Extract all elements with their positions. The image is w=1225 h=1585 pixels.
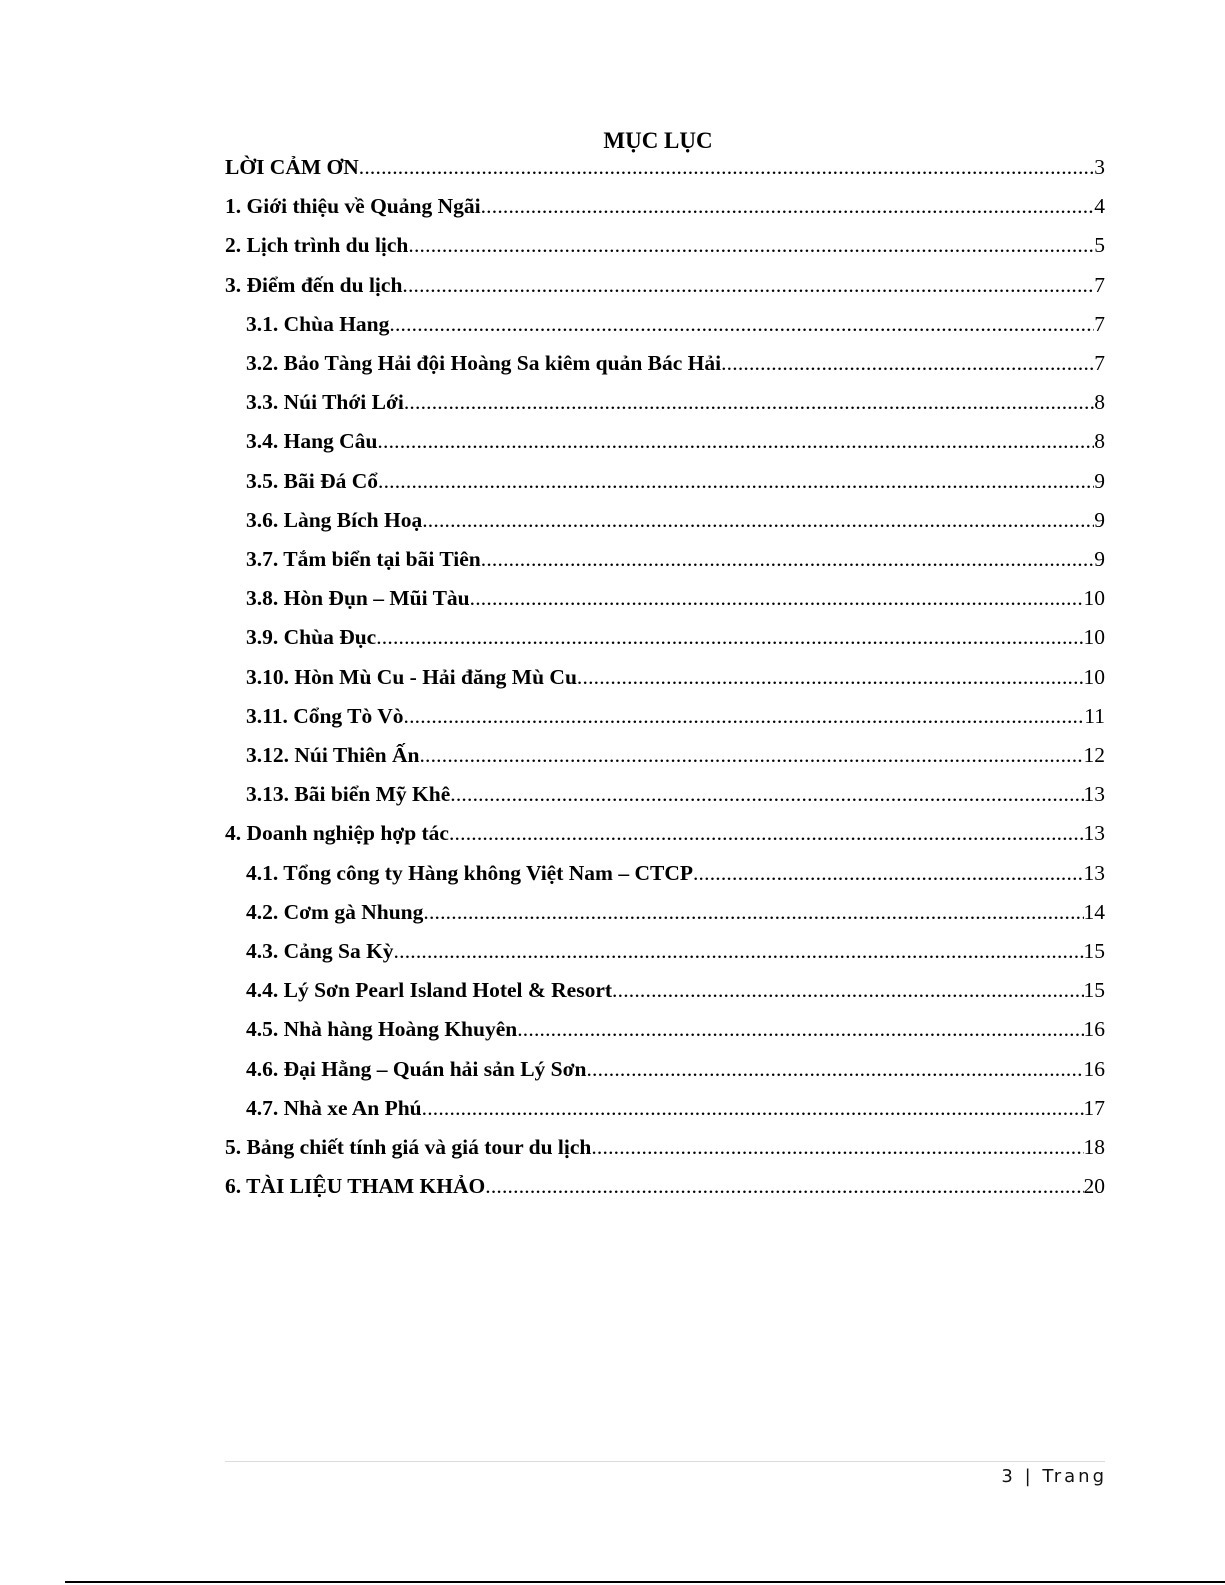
- footer-divider: [225, 1461, 1105, 1462]
- toc-entry-page: 9: [1094, 468, 1105, 493]
- toc-entry-page: 3: [1094, 155, 1105, 179]
- toc-entry[interactable]: [225, 152, 1105, 182]
- toc-entry-label: 5. Bảng chiết tính giá và giá tour du lịch: [225, 1135, 592, 1159]
- toc-entry[interactable]: [225, 1132, 1105, 1162]
- toc-entry-page: 9: [1094, 507, 1105, 532]
- toc-entry-page: 9: [1094, 547, 1105, 571]
- toc-dot-leader: [693, 858, 1084, 888]
- toc-entry[interactable]: [225, 426, 1105, 456]
- toc-dot-leader: [517, 1014, 1083, 1044]
- toc-entry[interactable]: [225, 505, 1105, 535]
- toc-entry[interactable]: [225, 466, 1105, 496]
- toc-dot-leader: [359, 152, 1094, 182]
- toc-entry[interactable]: [225, 270, 1105, 300]
- toc-entry[interactable]: [225, 701, 1105, 731]
- toc-entry-page: 15: [1083, 978, 1105, 1003]
- toc-entry-label: 4.5. Nhà hàng Hoàng Khuyên: [246, 1017, 518, 1042]
- toc-entry-label: 4.7. Nhà xe An Phú: [246, 1095, 422, 1120]
- toc-entry[interactable]: [225, 818, 1105, 848]
- toc-dot-leader: [394, 936, 1084, 966]
- toc-entry-label: 3.9. Chùa Đục: [246, 625, 377, 650]
- toc-entry-page: 7: [1094, 351, 1105, 375]
- toc-dot-leader: [485, 1171, 1083, 1201]
- toc-dot-leader: [577, 662, 1084, 692]
- toc-dot-leader: [450, 779, 1083, 809]
- toc-entry-label: 3.4. Hang Câu: [246, 429, 378, 454]
- toc-entry-label: LỜI CẢM ƠN: [225, 155, 359, 179]
- toc-entry-label: 3.1. Chùa Hang: [246, 311, 390, 336]
- toc-entry-label: 3.10. Hòn Mù Cu - Hải đăng Mù Cu: [246, 664, 577, 689]
- toc-dot-leader: [378, 466, 1094, 496]
- toc-entry[interactable]: [225, 622, 1105, 652]
- toc-dot-leader: [389, 309, 1094, 339]
- toc-entry[interactable]: [225, 1014, 1105, 1044]
- toc-entry-page: 7: [1094, 311, 1105, 336]
- toc-entry-label: 4.6. Đại Hằng – Quán hải sản Lý Sơn: [246, 1056, 587, 1081]
- toc-dot-leader: [481, 544, 1094, 574]
- toc-dot-leader: [591, 1132, 1083, 1162]
- toc-entry-page: 15: [1083, 939, 1105, 963]
- toc-entry-label: 3.2. Bảo Tàng Hải đội Hoàng Sa kiêm quản Bác Hải: [246, 351, 722, 375]
- toc-entry[interactable]: [225, 191, 1105, 221]
- toc-entry-label: 3.8. Hòn Đụn – Mũi Tàu: [246, 586, 470, 611]
- toc-entry[interactable]: [225, 1171, 1105, 1201]
- toc-entry-page: 18: [1083, 1135, 1105, 1159]
- toc-entry[interactable]: [225, 740, 1105, 770]
- toc-entry[interactable]: [225, 858, 1105, 888]
- toc-entry-label: 4.1. Tổng công ty Hàng không Việt Nam – CTCP: [246, 860, 693, 885]
- toc-entry[interactable]: [225, 1054, 1105, 1084]
- toc-dot-leader: [586, 1054, 1083, 1084]
- toc-entry-page: 17: [1083, 1095, 1105, 1120]
- toc-entry-page: 4: [1094, 194, 1105, 219]
- toc-dot-leader: [404, 387, 1094, 417]
- toc-entry-label: 2. Lịch trình du lịch: [225, 233, 409, 258]
- toc-dot-leader: [422, 505, 1094, 535]
- toc-entry[interactable]: [225, 544, 1105, 574]
- toc-entry-page: 16: [1083, 1017, 1105, 1042]
- toc-entry[interactable]: [225, 348, 1105, 378]
- toc-entry-label: 3.5. Bãi Đá Cổ: [246, 468, 378, 493]
- toc-entry[interactable]: [225, 230, 1105, 260]
- toc-entry-label: 4.4. Lý Sơn Pearl Island Hotel & Resort: [246, 978, 613, 1003]
- toc-dot-leader: [408, 230, 1094, 260]
- toc-entry-page: 11: [1084, 703, 1105, 728]
- toc-entry[interactable]: [225, 662, 1105, 692]
- toc-entry-label: 4. Doanh nghiệp hợp tác: [225, 821, 449, 846]
- toc-entry-label: 3.11. Cổng Tò Vò: [246, 703, 404, 728]
- toc-entry[interactable]: [225, 975, 1105, 1005]
- toc-entry-page: 10: [1083, 625, 1105, 650]
- toc-entry-label: 3.7. Tắm biển tại bãi Tiên: [246, 547, 481, 571]
- toc-dot-leader: [470, 583, 1084, 613]
- toc-dot-leader: [423, 897, 1083, 927]
- toc-entry-page: 14: [1083, 899, 1105, 924]
- toc-entry[interactable]: [225, 779, 1105, 809]
- toc-entry-page: 16: [1083, 1056, 1105, 1081]
- toc-entry[interactable]: [225, 897, 1105, 927]
- toc-entry-label: 4.2. Cơm gà Nhung: [246, 899, 424, 924]
- toc-entry-page: 8: [1094, 429, 1105, 454]
- toc-entry[interactable]: [225, 583, 1105, 613]
- toc-dot-leader: [449, 818, 1084, 848]
- toc-dot-leader: [404, 701, 1085, 731]
- toc-entry-label: 3. Điểm đến du lịch: [225, 272, 403, 297]
- page-bottom-edge: [65, 1581, 1225, 1583]
- page-title: MỤC LỤC: [603, 128, 713, 153]
- toc-entry-page: 7: [1094, 272, 1105, 297]
- toc-entry-page: 10: [1083, 586, 1105, 611]
- toc-entry-page: 5: [1094, 233, 1105, 258]
- toc-entry-page: 10: [1083, 664, 1105, 689]
- toc-entry-page: 20: [1083, 1174, 1105, 1199]
- toc-entry[interactable]: [225, 309, 1105, 339]
- toc-entry-page: 13: [1083, 860, 1105, 885]
- toc-entry-label: 1. Giới thiệu về Quảng Ngãi: [225, 194, 481, 219]
- footer-page-number: 3 | Trang: [1001, 1466, 1107, 1487]
- toc-entry[interactable]: [225, 1093, 1105, 1123]
- toc-dot-leader: [419, 740, 1083, 770]
- toc-entry-label: 3.3. Núi Thới Lới: [246, 390, 404, 415]
- toc-dot-leader: [612, 975, 1083, 1005]
- toc-entry-page: 8: [1094, 390, 1105, 415]
- toc-dot-leader: [481, 191, 1095, 221]
- toc-entry-page: 13: [1083, 782, 1105, 807]
- toc-entry-label: 3.6. Làng Bích Hoạ: [246, 507, 423, 532]
- toc-dot-leader: [376, 622, 1083, 652]
- toc-dot-leader: [377, 426, 1094, 456]
- toc-entry-label: 3.12. Núi Thiên Ấn: [246, 743, 420, 767]
- toc-dot-leader: [721, 348, 1094, 378]
- toc-entry-label: 6. TÀI LIỆU THAM KHẢO: [225, 1174, 486, 1199]
- toc-entry-label: 3.13. Bãi biển Mỹ Khê: [246, 782, 451, 807]
- toc-dot-leader: [422, 1093, 1084, 1123]
- toc-dot-leader: [402, 270, 1094, 300]
- toc-entry-page: 12: [1083, 743, 1105, 767]
- toc-entry[interactable]: [225, 387, 1105, 417]
- toc-entry-page: 13: [1083, 821, 1105, 846]
- toc-entry-label: 4.3. Cảng Sa Kỳ: [246, 939, 394, 963]
- toc-entry[interactable]: [225, 936, 1105, 966]
